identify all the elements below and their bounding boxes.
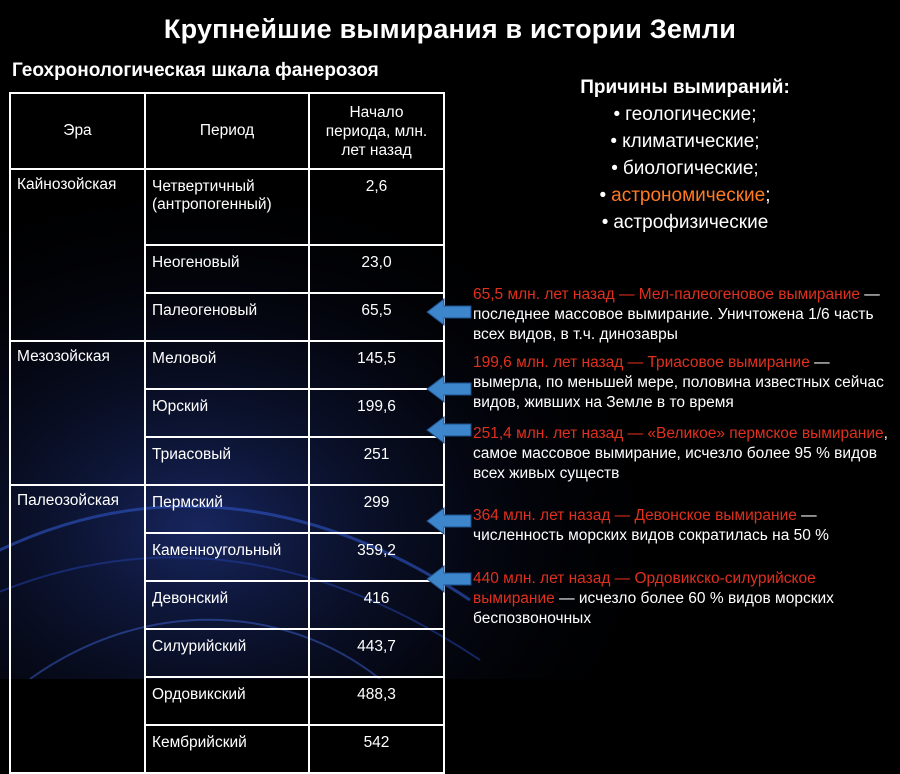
- start-cell: 199,6: [309, 389, 444, 437]
- extinction-event: [473, 506, 898, 546]
- period-cell: Кембрийский: [145, 725, 309, 773]
- era-cell: Кайнозойская: [10, 169, 145, 341]
- bullet-icon: •: [613, 104, 621, 125]
- period-cell: Палеогеновый: [145, 293, 309, 341]
- bullet-icon: •: [611, 158, 618, 179]
- event-description: — вымерла, по меньшей мере, половина известных сейчас видов, живших на Земле в то время: [473, 354, 884, 411]
- table-subtitle: Геохронологическая шкала фанерозоя: [12, 60, 379, 81]
- start-cell: 488,3: [309, 677, 444, 725]
- period-cell: Юрский: [145, 389, 309, 437]
- extinction-event: [473, 353, 898, 413]
- causes-block: [480, 74, 890, 236]
- left-arrow-icon: [426, 298, 472, 326]
- period-cell: Четвертичный (антропогенный): [145, 169, 309, 245]
- cause-text: климатические;: [622, 131, 760, 152]
- cause-item: [480, 155, 890, 182]
- cause-item: [480, 182, 890, 209]
- bullet-icon: •: [610, 131, 618, 152]
- left-arrow-icon: [426, 375, 472, 403]
- start-cell: 23,0: [309, 245, 444, 293]
- bullet-icon: •: [599, 185, 607, 206]
- left-arrow-icon: [426, 565, 472, 593]
- bullet-icon: •: [601, 212, 609, 233]
- table-row: [10, 169, 444, 245]
- start-cell: 299: [309, 485, 444, 533]
- event-heading: 251,4 млн. лет назад — «Великое» пермское вымирание: [473, 425, 884, 442]
- cause-item: [480, 128, 890, 155]
- table-row: [10, 485, 444, 533]
- page-title: Крупнейшие вымирания в истории Земли: [163, 14, 737, 44]
- cause-text: геологические;: [625, 104, 757, 125]
- event-description: — численность морских видов сократилась на 50 %: [473, 507, 829, 544]
- extinction-event: [473, 569, 898, 629]
- start-cell: 359,2: [309, 533, 444, 581]
- period-cell: Неогеновый: [145, 245, 309, 293]
- period-cell: Девонский: [145, 581, 309, 629]
- event-description: — последнее массовое вымирание. Уничтожена 1/6 часть всех видов, в т.ч. динозавры: [473, 286, 880, 343]
- start-cell: 443,7: [309, 629, 444, 677]
- event-description: — исчезло более 60 % видов морских беспозвоночных: [473, 590, 834, 627]
- causes-title: Причины вымираний:: [580, 77, 790, 98]
- era-cell: Мезозойская: [10, 341, 145, 485]
- header-start: Начало периода, млн. лет назад: [309, 93, 444, 169]
- start-cell: 416: [309, 581, 444, 629]
- event-heading: 199,6 млн. лет назад — Триасовое вымирание: [473, 354, 810, 371]
- cause-item: [480, 101, 890, 128]
- period-cell: Пермский: [145, 485, 309, 533]
- start-cell: 542: [309, 725, 444, 773]
- period-cell: Ордовикский: [145, 677, 309, 725]
- period-cell: Силурийский: [145, 629, 309, 677]
- start-cell: 145,5: [309, 341, 444, 389]
- cause-suffix: ;: [765, 185, 771, 206]
- header-era: Эра: [10, 93, 145, 169]
- cause-item: [480, 209, 890, 236]
- cause-text: астрофизические: [613, 212, 769, 233]
- left-arrow-icon: [426, 507, 472, 535]
- start-cell: 2,6: [309, 169, 444, 245]
- event-description: , самое массовое вымирание, исчезло более 95 % видов всех живых существ: [473, 425, 888, 482]
- event-heading: 364 млн. лет назад — Девонское вымирание: [473, 507, 797, 524]
- extinction-event: [473, 424, 898, 484]
- cause-text-highlighted: астрономические: [611, 185, 766, 206]
- period-cell: Каменноугольный: [145, 533, 309, 581]
- period-cell: Триасовый: [145, 437, 309, 485]
- start-cell: 65,5: [309, 293, 444, 341]
- era-cell: Палеозойская: [10, 485, 145, 773]
- header-period: Период: [145, 93, 309, 169]
- event-heading: 440 млн. лет назад — Ордовикско-силурийское вымирание: [473, 570, 816, 607]
- event-heading: 65,5 млн. лет назад — Мел-палеогеновое вымирание: [473, 286, 860, 303]
- table-row: [10, 341, 444, 389]
- extinction-event: [473, 285, 898, 345]
- left-arrow-icon: [426, 416, 472, 444]
- start-cell: 251: [309, 437, 444, 485]
- cause-text: биологические;: [622, 158, 759, 179]
- period-cell: Меловой: [145, 341, 309, 389]
- geochronological-table: [9, 92, 445, 774]
